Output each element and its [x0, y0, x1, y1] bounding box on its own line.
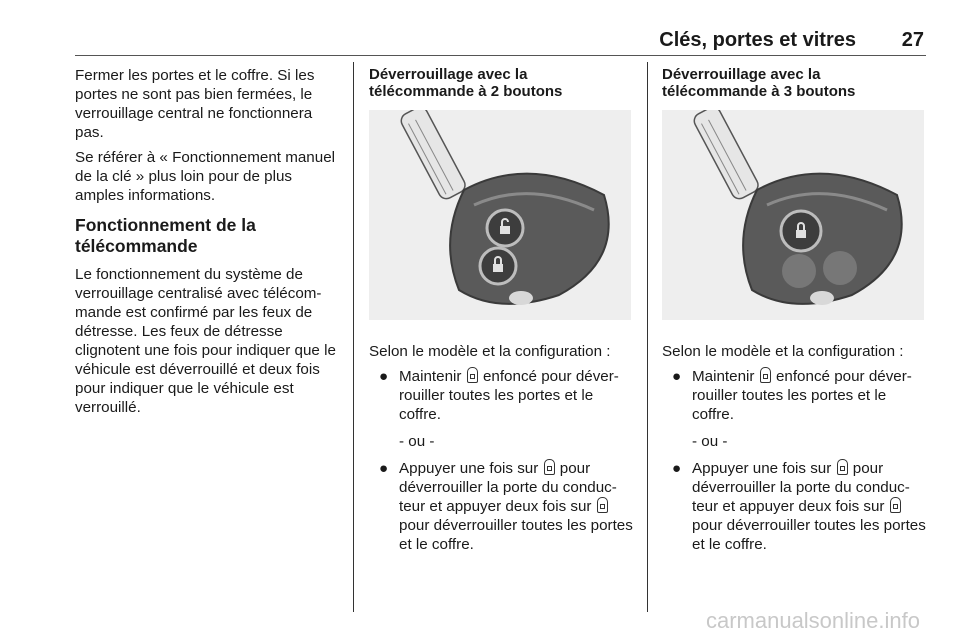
bullet-list	[662, 367, 927, 554]
remote-key-3-buttons-illustration	[662, 110, 924, 320]
paragraph: Se référer à « Fonctionnement manuel de la clé » plus loin pour de plus amples informations.	[75, 149, 336, 204]
bullet-list	[369, 367, 634, 554]
padlock-unlock-icon	[890, 497, 901, 513]
column-2	[369, 66, 634, 562]
watermark: carmanualsonline.info	[705, 608, 920, 633]
paragraph: Selon le modèle et la configuration :	[662, 343, 904, 360]
padlock-unlock-icon	[597, 497, 608, 513]
remote-key-2-buttons-illustration	[369, 110, 631, 320]
column-1	[75, 66, 343, 423]
page-title: Clés, portes et vitres	[659, 29, 856, 51]
or-separator: - ou -	[399, 433, 435, 450]
section-heading: Fonctionnement de la télécommande	[75, 215, 256, 256]
column-divider	[647, 62, 648, 612]
padlock-unlock-icon	[544, 459, 555, 475]
padlock-unlock-icon	[467, 367, 478, 383]
subsection-heading: Déverrouillage avec la télécommande à 3 boutons	[662, 66, 856, 100]
paragraph: Fermer les portes et le coffre. Si les portes ne sont pas bien fermées, le verrouillage central ne fonctionnera pas.	[75, 67, 315, 141]
or-separator: - ou -	[692, 433, 728, 450]
list-item: ● Maintenir enfoncé pour déver-rouiller toutes les portes et le coffre. - ou -	[369, 367, 634, 451]
page-number: 27	[901, 29, 924, 51]
list-item: ● Appuyer une fois sur pour déverrouiller la porte du conduc-teur et appuyer deux fois sur pour déverrouiller toutes les portes et le coffre.	[379, 460, 633, 553]
list-item: ● Maintenir enfoncé pour déver-rouiller toutes les portes et le coffre. - ou -	[662, 367, 927, 451]
paragraph: Le fonctionnement du système de verrouillage centralisé avec télécom-mande est confirmé par les feux de détresse. Les feux de détresse clignotent une fois pour indiquer que le véhicule est déverrouillé et deux fois pour indiquer que le véhicule est verrouillé.	[75, 266, 336, 416]
padlock-unlock-icon	[760, 367, 771, 383]
list-item: ● Appuyer une fois sur pour déverrouiller la porte du conduc-teur et appuyer deux fois sur pour déverrouiller toutes les portes et le coffre.	[672, 460, 926, 553]
column-3	[662, 66, 927, 562]
paragraph: Selon le modèle et la configuration :	[369, 343, 611, 360]
padlock-unlock-icon	[837, 459, 848, 475]
page-header	[75, 27, 926, 56]
subsection-heading: Déverrouillage avec la télécommande à 2 boutons	[369, 66, 563, 100]
column-divider	[353, 62, 354, 612]
